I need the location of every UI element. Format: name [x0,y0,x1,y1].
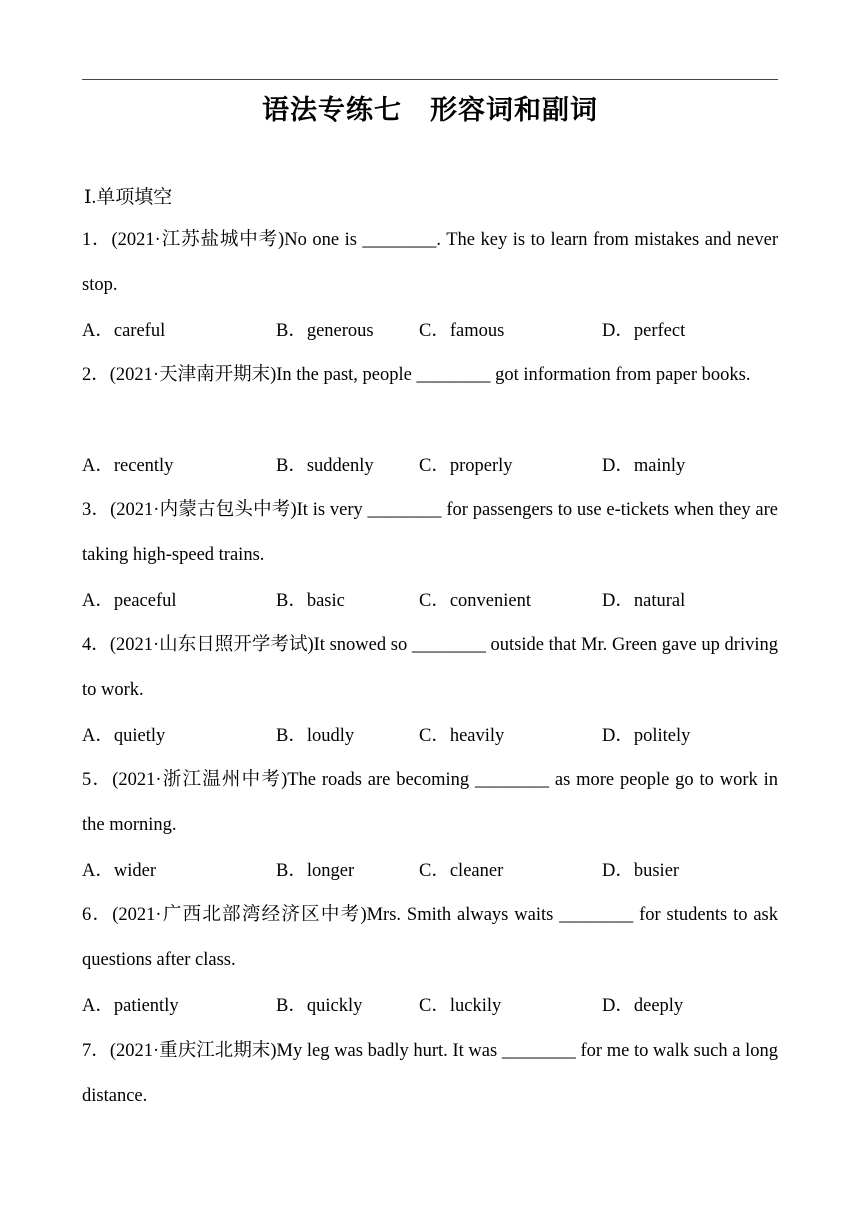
option-d[interactable]: D．busier [602,861,680,881]
option-b[interactable]: B．longer [276,861,355,881]
page-title: 语法专练七 形容词和副词 [262,95,598,126]
option-a[interactable]: A．patiently [82,996,179,1016]
options-2 [82,451,778,481]
question-2: 2．(2021·天津南开期末)In the past, people ________ got information from paper books. [82,365,751,385]
option-c[interactable]: C．heavily [419,726,505,746]
options-3 [82,586,778,616]
option-d[interactable]: D．deeply [602,996,684,1016]
option-a[interactable]: A．recently [82,456,174,476]
option-c[interactable]: C．properly [419,456,513,476]
option-d[interactable]: D．perfect [602,321,686,341]
option-c[interactable]: C．luckily [419,996,502,1016]
option-b[interactable]: B．loudly [276,726,355,746]
question-6: 6．(2021·广西北部湾经济区中考)Mrs. Smith always waits ________ for students to ask questions after class. [82,905,778,970]
option-d[interactable]: D．mainly [602,456,686,476]
question-5: 5．(2021·浙江温州中考)The roads are becoming ________ as more people go to work in the morning. [82,770,778,835]
option-c[interactable]: C．convenient [419,591,532,611]
section-heading: Ⅰ.单项填空 [84,187,173,208]
option-a[interactable]: A．careful [82,321,166,341]
option-c[interactable]: C．cleaner [419,861,504,881]
option-a[interactable]: A．peaceful [82,591,177,611]
options-1 [82,316,778,346]
option-a[interactable]: A．quietly [82,726,166,746]
option-b[interactable]: B．quickly [276,996,363,1016]
option-a[interactable]: A．wider [82,861,156,881]
option-c[interactable]: C．famous [419,321,505,341]
header-rule [82,79,778,80]
option-b[interactable]: B．generous [276,321,374,341]
option-d[interactable]: D．politely [602,726,691,746]
question-3: 3．(2021·内蒙古包头中考)It is very ________ for passengers to use e-tickets when they are taking high-speed trains. [82,500,778,565]
question-7: 7．(2021·重庆江北期末)My leg was badly hurt. It was ________ for me to walk such a long distance. [82,1041,778,1106]
question-4: 4．(2021·山东日照开学考试)It snowed so ________ outside that Mr. Green gave up driving to work. [82,635,778,700]
options-4 [82,721,778,751]
option-d[interactable]: D．natural [602,591,686,611]
option-b[interactable]: B．suddenly [276,456,374,476]
options-6 [82,991,778,1021]
question-1: 1．(2021·江苏盐城中考)No one is ________. The key is to learn from mistakes and never stop. [82,230,778,295]
options-5 [82,856,778,886]
option-b[interactable]: B．basic [276,591,345,611]
